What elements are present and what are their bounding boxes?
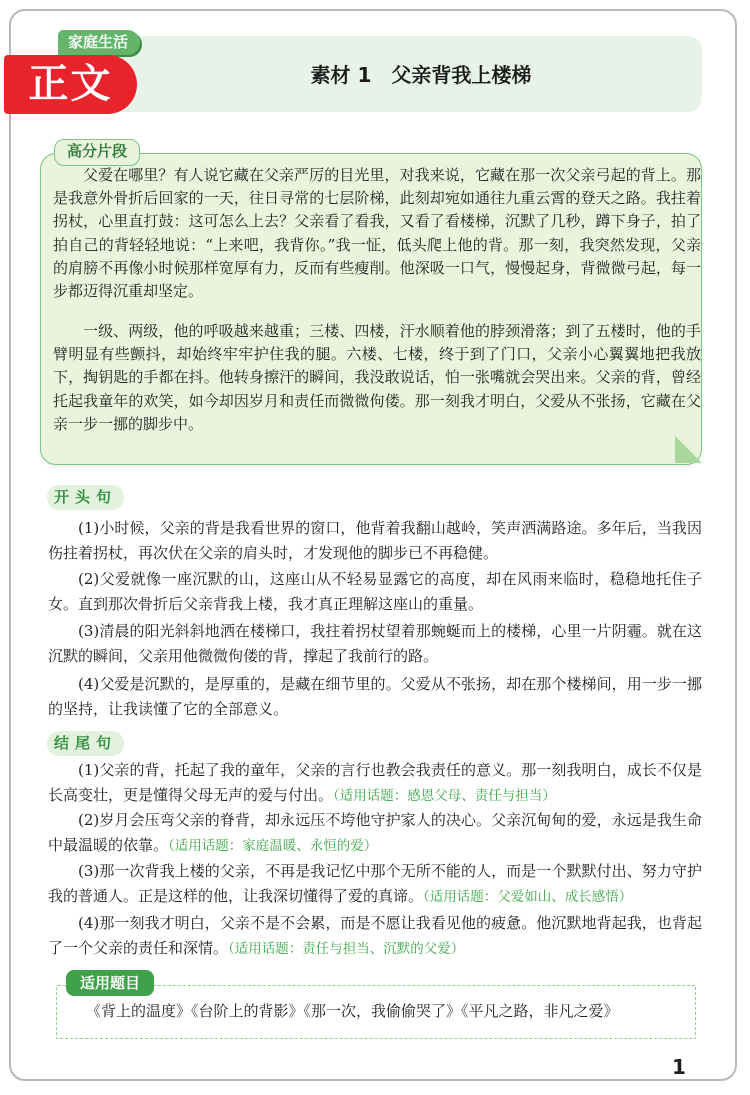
opening-sentences-label: 开头句 [47, 485, 124, 510]
section-badge: 正文 [4, 55, 137, 114]
sentence-text: (3)清晨的阳光斜斜地洒在楼梯口，我拄着拐杖望着那蜿蜒而上的楼梯，心里一片阴霾。就在这沉默的瞬间，父亲用他微微佝偻的背，撑起了我前行的路。 [48, 622, 702, 665]
opening-sentence [48, 672, 702, 722]
sentence-text: (4)父爱是沉默的，是厚重的，是藏在细节里的。父爱从不张扬，却在那个楼梯间，用一步一挪的坚持，让我读懂了它的全部意义。 [48, 675, 702, 718]
excerpt-paragraph: 父爱在哪里？有人说它藏在父亲严厉的目光里，对我来说，它藏在那一次父亲弓起的背上。那是我意外骨折后回家的一天，往日寻常的七层阶梯，此刻却宛如通往九重云霄的登天之路。我拄着拐杖，心里直打鼓：这可怎么上去？父亲看了看我，又看了看楼梯，沉默了几秒，蹲下身子，拍了拍自己的背轻轻地说：“上来吧，我背你。”我一怔，低头爬上他的背。那一刻，我突然发现，父亲的肩膀不再像小时候那样宽厚有力，反而有些瘦削。他深吸一口气，慢慢起身，背微微弓起，每一步都迈得沉重却坚定。 [53, 166, 701, 301]
applicable-topics-note: （适用话题：感恩父母、责任与担当） [333, 788, 556, 804]
excerpt-paragraph: 一级、两级，他的呼吸越来越重；三楼、四楼，汗水顺着他的脖颈滑落；到了五楼时，他的手臂明显有些颤抖，却始终牢牢护住我的腿。六楼、七楼，终于到了门口，父亲小心翼翼地把我放下，掏钥匙的手都在抖。他转身擦汗的瞬间，我没敢说话，怕一张嘴就会哭出来。父亲的背，曾经托起我童年的欢笑，如今却因岁月和责任而微微佝偻。那一刻我才明白，父爱从不张扬，它藏在父亲一步一挪的脚步中。 [53, 322, 701, 433]
opening-sentence [48, 619, 702, 669]
applicable-topics-note: （适用话题：父爱如山、成长感悟） [423, 889, 633, 905]
sentence-text: (4)那一刻我才明白，父亲不是不会累，而是不愿让我看见他的疲惫。他沉默地背起我，也背起了一个父亲的责任和深情。 [48, 914, 702, 957]
page-title: 素材 1 父亲背我上楼梯 [310, 63, 532, 87]
page-fold-corner [675, 436, 702, 463]
opening-sentence [48, 567, 702, 617]
sentence-text: (2)父爱就像一座沉默的山，这座山从不轻易显露它的高度，却在风雨来临时，稳稳地托住子女。直到那次骨折后父亲背我上楼，我才真正理解这座山的重量。 [48, 570, 702, 613]
page-number: 1 [672, 1055, 686, 1079]
category-tag: 家庭生活 [58, 30, 140, 55]
ending-sentence [48, 859, 702, 910]
ending-sentences-label: 结尾句 [47, 731, 124, 756]
ending-sentence [48, 808, 702, 859]
opening-sentence [48, 516, 702, 566]
suitable-titles-list: 《背上的温度》《台阶上的背影》《那一次，我偷偷哭了》《平凡之路，非凡之爱》 [86, 1002, 619, 1020]
sentence-text: (2)岁月会压弯父亲的脊背，却永远压不垮他守护家人的决心。父亲沉甸甸的爱，永远是我生命中最温暖的依靠。 [48, 811, 702, 854]
applicable-topics-note: （适用话题：责任与担当、沉默的父爱） [228, 941, 465, 957]
suitable-titles-tag: 适用题目 [66, 970, 154, 996]
sentence-text: (1)小时候，父亲的背是我看世界的窗口，他背着我翻山越岭，笑声洒满路途。多年后，当我因伤拄着拐杖，再次伏在父亲的肩头时，才发现他的脚步已不再稳健。 [48, 519, 702, 562]
sentence-text: (3)那一次背我上楼的父亲，不再是我记忆中那个无所不能的人，而是一个默默付出、努力守护我的普通人。正是这样的他，让我深切懂得了爱的真谛。 [48, 862, 702, 905]
excerpt-tag: 高分片段 [54, 139, 140, 166]
applicable-topics-note: （适用话题：家庭温暖、永恒的爱） [168, 838, 378, 854]
sentence-text: (1)父亲的背，托起了我的童年，父亲的言行也教会我责任的意义。那一刻我明白，成长不仅是长高变壮，更是懂得父母无声的爱与付出。 [48, 761, 702, 804]
ending-sentence [48, 911, 702, 962]
ending-sentence [48, 758, 702, 809]
